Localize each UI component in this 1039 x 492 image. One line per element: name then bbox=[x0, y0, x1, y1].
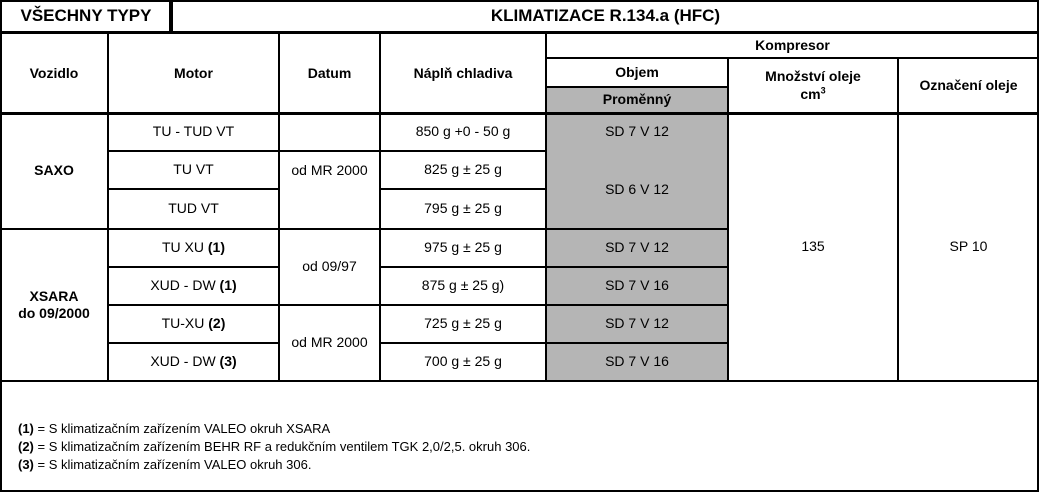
date-cell: od MR 2000 bbox=[291, 162, 368, 179]
table-border bbox=[0, 0, 2, 492]
refrigerant-cell: 875 g ± 25 g) bbox=[421, 277, 505, 294]
grid-line bbox=[0, 112, 1039, 115]
volume-cell: SD 6 V 12 bbox=[605, 181, 669, 198]
grid-line bbox=[108, 304, 728, 306]
refrigerant-cell: 725 g ± 25 g bbox=[424, 315, 502, 332]
engine-cell: TU VT bbox=[173, 161, 214, 178]
header-oil-quantity: Množství oleje $cm^3$ bbox=[765, 68, 861, 102]
refrigerant-cell: 975 g ± 25 g bbox=[424, 239, 502, 256]
grid-line bbox=[546, 86, 728, 88]
engine-cell: TUD VT bbox=[168, 200, 219, 217]
refrigerant-cell: 700 g ± 25 g bbox=[424, 353, 502, 370]
table-border bbox=[0, 0, 1039, 2]
grid-line bbox=[727, 58, 729, 381]
date-cell: od MR 2000 bbox=[291, 334, 368, 351]
refrigerant-cell: 795 g ± 25 g bbox=[424, 200, 502, 217]
vehicle-saxo: SAXO bbox=[34, 162, 74, 179]
grid-line bbox=[108, 266, 278, 268]
grid-line bbox=[546, 57, 1039, 59]
engine-cell: TU - TUD VT bbox=[152, 123, 235, 140]
grid-line bbox=[380, 188, 546, 190]
grid-line bbox=[545, 34, 547, 381]
grid-line bbox=[380, 266, 728, 268]
footnote: (1) = S klimatizačním zařízením VALEO okruh XSARA bbox=[18, 421, 331, 436]
oil-quantity-cell: 135 bbox=[801, 238, 825, 255]
header-date: Datum bbox=[307, 64, 352, 81]
grid-line bbox=[379, 34, 381, 381]
volume-cell: SD 7 V 16 bbox=[605, 353, 669, 370]
header-vehicle: Vozidlo bbox=[29, 64, 79, 81]
grid-line bbox=[0, 31, 1039, 34]
header-engine: Motor bbox=[174, 64, 213, 81]
grid-line bbox=[897, 58, 899, 381]
engine-cell: XUD - DW (3) bbox=[150, 353, 237, 370]
header-oil-mark: Označení oleje bbox=[919, 76, 1018, 93]
grid-line bbox=[108, 150, 546, 152]
volume-cell: SD 7 V 12 bbox=[605, 239, 669, 256]
engine-cell: TU XU (1) bbox=[161, 239, 225, 256]
footnotes bbox=[18, 420, 530, 474]
grid-line bbox=[380, 342, 728, 344]
footnote: (3) = S klimatizačním zařízením VALEO okruh 306. bbox=[18, 457, 312, 472]
engine-cell: TU-XU (2) bbox=[161, 315, 226, 332]
header-variable: Proměnný bbox=[602, 91, 672, 108]
header-volume: Objem bbox=[615, 63, 659, 80]
engine-cell: XUD - DW (1) bbox=[150, 277, 237, 294]
header-refrigerant: Náplň chladiva bbox=[413, 64, 513, 81]
grid-line bbox=[108, 342, 278, 344]
grid-line bbox=[107, 34, 109, 381]
grid-line bbox=[278, 34, 280, 381]
footnote: (2) = S klimatizačním zařízením BEHR RF a redukčním ventilem TGK 2,0/2,5. okruh 306. bbox=[18, 439, 531, 454]
grid-line bbox=[0, 380, 1039, 382]
grid-line bbox=[108, 188, 278, 190]
grid-line bbox=[0, 228, 728, 230]
grid-line bbox=[169, 0, 173, 34]
all-types-label: VŠECHNY TYPY bbox=[20, 6, 152, 26]
refrigerant-cell: 850 g +0 - 50 g bbox=[415, 123, 511, 140]
header-compressor: Kompresor bbox=[755, 37, 830, 54]
refrigerant-cell: 825 g ± 25 g bbox=[424, 161, 502, 178]
page-title: KLIMATIZACE R.134.a (HFC) bbox=[490, 6, 721, 26]
volume-cell: SD 7 V 16 bbox=[605, 277, 669, 294]
oil-mark-cell: SP 10 bbox=[949, 238, 988, 255]
vehicle-xsara: XSARA do 09/2000 bbox=[18, 287, 90, 321]
volume-cell: SD 7 V 12 bbox=[605, 123, 669, 140]
volume-cell: SD 7 V 12 bbox=[605, 315, 669, 332]
date-cell: od 09/97 bbox=[302, 258, 357, 275]
